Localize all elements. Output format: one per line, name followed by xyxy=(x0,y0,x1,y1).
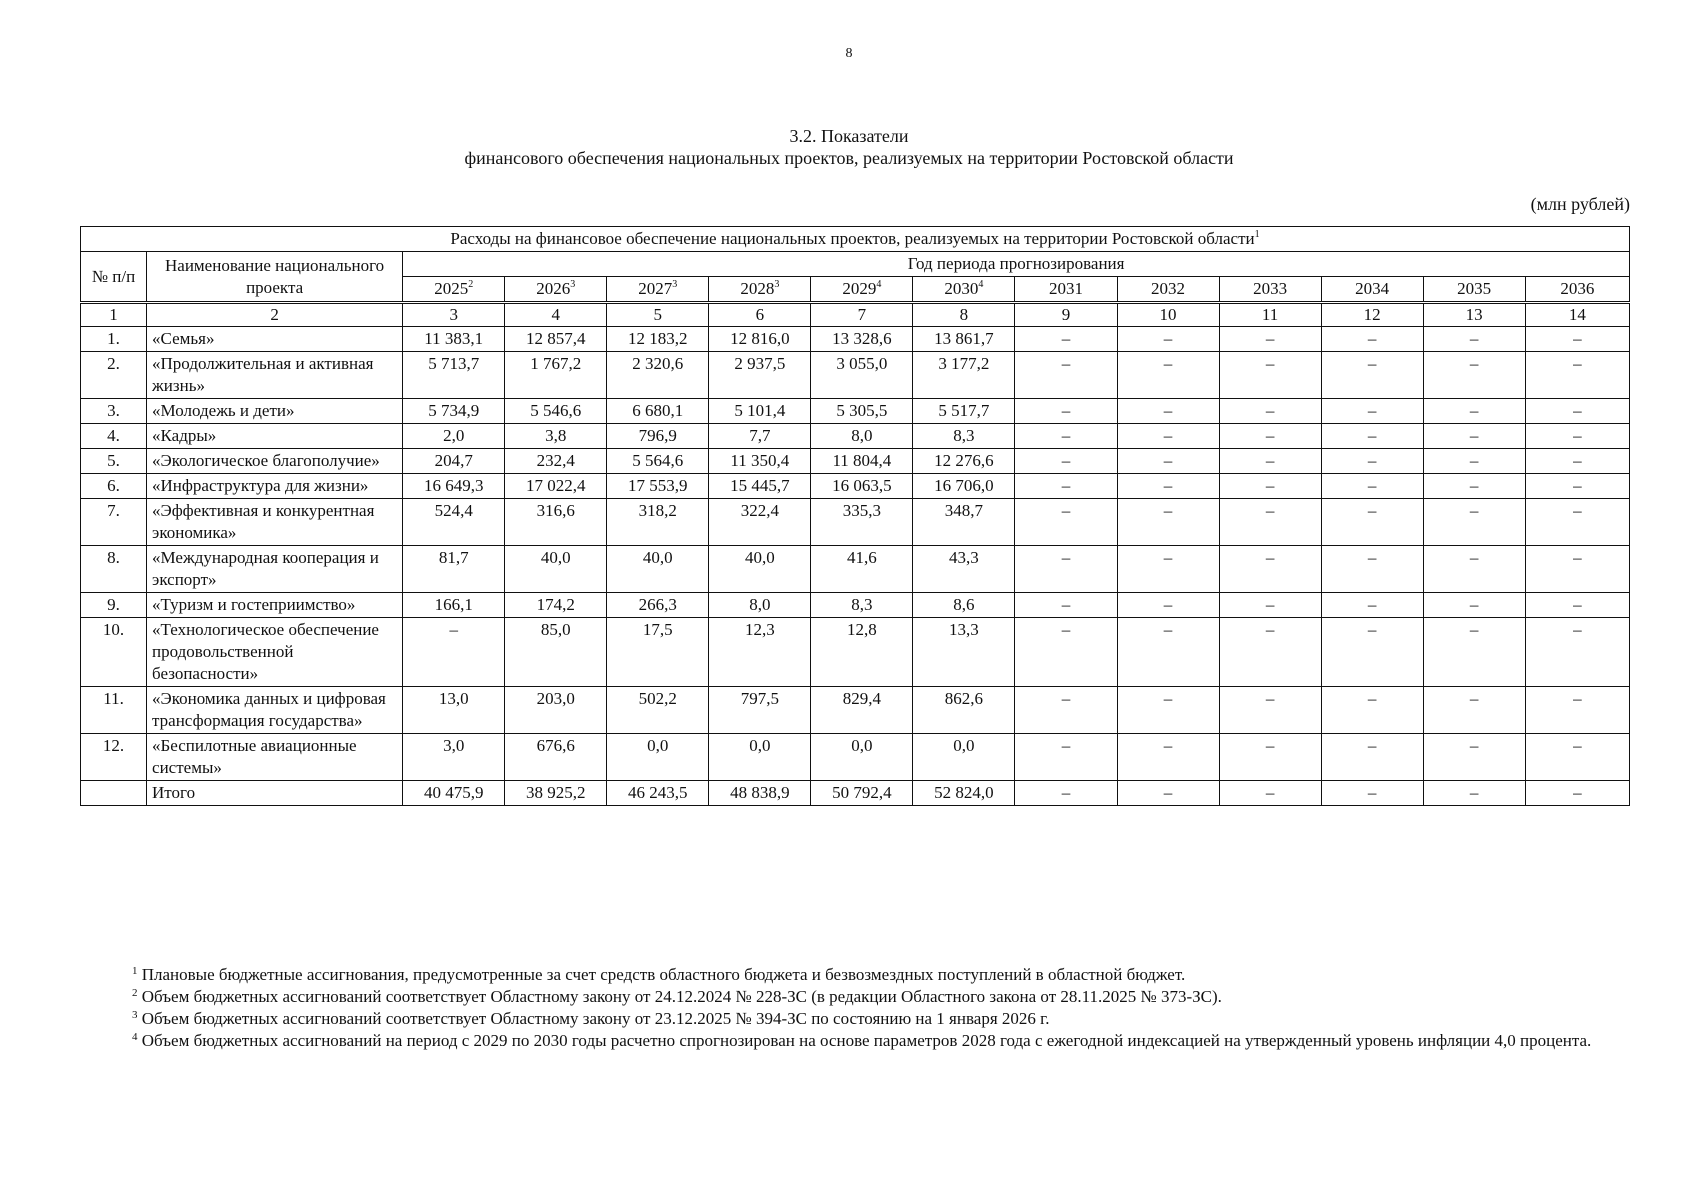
value-cell: 796,9 xyxy=(607,424,709,449)
project-name: «Инфраструктура для жизни» xyxy=(147,474,403,499)
value-cell: – xyxy=(1525,424,1629,449)
year-header-2031 xyxy=(1015,277,1117,303)
title-line-2: финансового обеспечения национальных проектов, реализуемых на территории Ростовской области xyxy=(464,148,1234,168)
value-cell: – xyxy=(1117,499,1219,546)
year-footnote-mark: 4 xyxy=(876,279,882,290)
value-cell: – xyxy=(1015,499,1117,546)
value-cell: 5 101,4 xyxy=(709,399,811,424)
page-number: 8 xyxy=(845,46,853,61)
value-cell: – xyxy=(1117,474,1219,499)
value-cell: – xyxy=(1015,449,1117,474)
year-header-2033 xyxy=(1219,277,1321,303)
table-row xyxy=(81,399,1630,424)
table-row xyxy=(81,449,1630,474)
value-cell: – xyxy=(1117,687,1219,734)
value-cell: 48 838,9 xyxy=(709,781,811,806)
value-cell: 40,0 xyxy=(505,546,607,593)
value-cell: – xyxy=(1525,499,1629,546)
units-label: (млн рублей) xyxy=(1530,194,1630,214)
value-cell: – xyxy=(1117,399,1219,424)
year-label: 2025 xyxy=(434,279,469,298)
value-cell: 0,0 xyxy=(607,734,709,781)
value-cell: – xyxy=(1321,734,1423,781)
value-cell: – xyxy=(1525,687,1629,734)
value-cell: 5 713,7 xyxy=(403,352,505,399)
footnote-text: Объем бюджетных ассигнований соответствует Областному закону от 24.12.2024 № 228-ЗС (в редакции Областного закона от 28.11.2025 № 373-ЗС). xyxy=(141,987,1222,1006)
row-number: 5. xyxy=(81,449,147,474)
value-cell: 0,0 xyxy=(913,734,1015,781)
value-cell: – xyxy=(1219,687,1321,734)
value-cell: 203,0 xyxy=(505,687,607,734)
value-cell: – xyxy=(1525,327,1629,352)
value-cell: 16 706,0 xyxy=(913,474,1015,499)
value-cell: 829,4 xyxy=(811,687,913,734)
table-row xyxy=(81,352,1630,399)
value-cell: 7,7 xyxy=(709,424,811,449)
value-cell: – xyxy=(1321,352,1423,399)
value-cell: 16 063,5 xyxy=(811,474,913,499)
value-cell: – xyxy=(1423,781,1525,806)
row-number: 7. xyxy=(81,499,147,546)
year-label: 2028 xyxy=(740,279,775,298)
value-cell: 2 320,6 xyxy=(607,352,709,399)
financing-table xyxy=(80,226,1630,806)
value-cell: – xyxy=(1117,546,1219,593)
value-cell: 0,0 xyxy=(709,734,811,781)
value-cell: – xyxy=(1423,352,1525,399)
project-name: «Беспилотные авиационные системы» xyxy=(147,734,403,781)
value-cell: – xyxy=(1117,618,1219,687)
column-number: 3 xyxy=(403,303,505,327)
year-footnote-mark: 3 xyxy=(672,279,678,290)
value-cell: 862,6 xyxy=(913,687,1015,734)
value-cell: – xyxy=(1321,449,1423,474)
value-cell: 11 350,4 xyxy=(709,449,811,474)
value-cell: 8,0 xyxy=(709,593,811,618)
value-cell: 174,2 xyxy=(505,593,607,618)
value-cell: – xyxy=(1525,449,1629,474)
column-number: 10 xyxy=(1117,303,1219,327)
value-cell: – xyxy=(1117,449,1219,474)
value-cell: 46 243,5 xyxy=(607,781,709,806)
year-footnote-mark: 2 xyxy=(468,279,474,290)
column-number: 6 xyxy=(709,303,811,327)
table-row xyxy=(81,499,1630,546)
value-cell: 502,2 xyxy=(607,687,709,734)
value-cell: – xyxy=(1015,734,1117,781)
row-number: 1. xyxy=(81,327,147,352)
project-name: «Туризм и гостеприимство» xyxy=(147,593,403,618)
column-number: 12 xyxy=(1321,303,1423,327)
value-cell: 8,3 xyxy=(811,593,913,618)
value-cell: – xyxy=(1117,424,1219,449)
column-number: 13 xyxy=(1423,303,1525,327)
value-cell: 316,6 xyxy=(505,499,607,546)
year-label: 2035 xyxy=(1457,279,1492,298)
year-header-2026 xyxy=(505,277,607,303)
value-cell: – xyxy=(1423,687,1525,734)
row-number: 8. xyxy=(81,546,147,593)
value-cell: – xyxy=(1015,687,1117,734)
project-name: «Эффективная и конкурентная экономика» xyxy=(147,499,403,546)
value-cell: – xyxy=(1219,781,1321,806)
row-number: 11. xyxy=(81,687,147,734)
value-cell: 3,8 xyxy=(505,424,607,449)
value-cell: 15 445,7 xyxy=(709,474,811,499)
table-body xyxy=(81,327,1630,806)
table-row xyxy=(81,327,1630,352)
value-cell: 204,7 xyxy=(403,449,505,474)
title-line-1: 3.2. Показатели xyxy=(789,126,909,146)
column-number: 8 xyxy=(913,303,1015,327)
value-cell: 11 383,1 xyxy=(403,327,505,352)
value-cell: – xyxy=(1219,499,1321,546)
year-label: 2027 xyxy=(638,279,673,298)
value-cell: – xyxy=(1117,352,1219,399)
row-number: 10. xyxy=(81,618,147,687)
value-cell: 797,5 xyxy=(709,687,811,734)
year-header-2036 xyxy=(1525,277,1629,303)
value-cell: 12,3 xyxy=(709,618,811,687)
value-cell: 13,0 xyxy=(403,687,505,734)
value-cell: 13 328,6 xyxy=(811,327,913,352)
year-header-2030 xyxy=(913,277,1015,303)
year-header-2035 xyxy=(1423,277,1525,303)
year-footnote-mark: 3 xyxy=(570,279,576,290)
footnote xyxy=(80,964,1630,986)
value-cell: 0,0 xyxy=(811,734,913,781)
value-cell: 8,3 xyxy=(913,424,1015,449)
value-cell: 5 517,7 xyxy=(913,399,1015,424)
value-cell: 232,4 xyxy=(505,449,607,474)
row-number xyxy=(81,781,147,806)
value-cell: 8,0 xyxy=(811,424,913,449)
value-cell: 12 857,4 xyxy=(505,327,607,352)
value-cell: – xyxy=(1321,593,1423,618)
value-cell: – xyxy=(1015,474,1117,499)
table-row xyxy=(81,424,1630,449)
footnote-mark: 3 xyxy=(132,1009,138,1021)
value-cell: 38 925,2 xyxy=(505,781,607,806)
project-name: «Продолжительная и активная жизнь» xyxy=(147,352,403,399)
value-cell: – xyxy=(1219,734,1321,781)
value-cell: – xyxy=(1219,424,1321,449)
value-cell: – xyxy=(1219,352,1321,399)
value-cell: 166,1 xyxy=(403,593,505,618)
year-header-2032 xyxy=(1117,277,1219,303)
value-cell: 12,8 xyxy=(811,618,913,687)
value-cell: – xyxy=(1423,474,1525,499)
value-cell: 5 546,6 xyxy=(505,399,607,424)
value-cell: – xyxy=(1015,352,1117,399)
column-number: 4 xyxy=(505,303,607,327)
column-number: 5 xyxy=(607,303,709,327)
project-name: «Технологическое обеспечение продовольственной безопасности» xyxy=(147,618,403,687)
table-caption-text: Расходы на финансовое обеспечение национальных проектов, реализуемых на территории Ростовской области xyxy=(450,229,1255,248)
value-cell: – xyxy=(1117,781,1219,806)
footnote-mark: 2 xyxy=(132,987,138,999)
value-cell: – xyxy=(1015,399,1117,424)
value-cell: – xyxy=(1423,449,1525,474)
value-cell: – xyxy=(1321,399,1423,424)
value-cell: 1 767,2 xyxy=(505,352,607,399)
footnote xyxy=(80,1030,1630,1052)
year-header-2028 xyxy=(709,277,811,303)
column-numbers-row xyxy=(81,303,1630,327)
value-cell: – xyxy=(1015,593,1117,618)
year-label: 2031 xyxy=(1048,279,1083,298)
value-cell: 524,4 xyxy=(403,499,505,546)
value-cell: 676,6 xyxy=(505,734,607,781)
value-cell: 16 649,3 xyxy=(403,474,505,499)
header-number: № п/п xyxy=(81,252,147,303)
value-cell: 8,6 xyxy=(913,593,1015,618)
footnotes xyxy=(80,964,1630,1052)
value-cell: – xyxy=(1117,734,1219,781)
value-cell: – xyxy=(1219,593,1321,618)
row-number: 6. xyxy=(81,474,147,499)
value-cell: – xyxy=(1219,474,1321,499)
value-cell: 12 276,6 xyxy=(913,449,1015,474)
header-forecast-period: Год периода прогнозирования xyxy=(403,252,1630,277)
value-cell: – xyxy=(1015,781,1117,806)
year-footnote-mark: 4 xyxy=(978,279,984,290)
value-cell: – xyxy=(1423,546,1525,593)
value-cell: – xyxy=(1321,781,1423,806)
value-cell: – xyxy=(1525,352,1629,399)
value-cell: – xyxy=(1423,399,1525,424)
value-cell: – xyxy=(1321,546,1423,593)
row-number: 9. xyxy=(81,593,147,618)
column-number: 9 xyxy=(1015,303,1117,327)
project-name: «Кадры» xyxy=(147,424,403,449)
value-cell: 41,6 xyxy=(811,546,913,593)
value-cell: – xyxy=(1117,327,1219,352)
value-cell: – xyxy=(1321,327,1423,352)
year-header-2029 xyxy=(811,277,913,303)
project-name: «Семья» xyxy=(147,327,403,352)
value-cell: 5 564,6 xyxy=(607,449,709,474)
value-cell: 52 824,0 xyxy=(913,781,1015,806)
table-row xyxy=(81,734,1630,781)
value-cell: 335,3 xyxy=(811,499,913,546)
year-label: 2034 xyxy=(1355,279,1390,298)
value-cell: 322,4 xyxy=(709,499,811,546)
year-label: 2033 xyxy=(1253,279,1288,298)
value-cell: – xyxy=(1423,593,1525,618)
table-row xyxy=(81,618,1630,687)
project-name: «Экологическое благополучие» xyxy=(147,449,403,474)
value-cell: – xyxy=(1321,474,1423,499)
row-number: 3. xyxy=(81,399,147,424)
value-cell: – xyxy=(1525,618,1629,687)
value-cell: – xyxy=(1321,424,1423,449)
table-row xyxy=(81,474,1630,499)
total-label: Итого xyxy=(147,781,403,806)
value-cell: 318,2 xyxy=(607,499,709,546)
column-number: 2 xyxy=(147,303,403,327)
value-cell: – xyxy=(403,618,505,687)
total-row xyxy=(81,781,1630,806)
value-cell: – xyxy=(1423,327,1525,352)
value-cell: 3 055,0 xyxy=(811,352,913,399)
column-number: 14 xyxy=(1525,303,1629,327)
value-cell: – xyxy=(1015,424,1117,449)
value-cell: 12 816,0 xyxy=(709,327,811,352)
year-label: 2030 xyxy=(944,279,979,298)
footnote xyxy=(80,986,1630,1008)
value-cell: 17,5 xyxy=(607,618,709,687)
value-cell: – xyxy=(1015,546,1117,593)
value-cell: 266,3 xyxy=(607,593,709,618)
year-label: 2026 xyxy=(536,279,571,298)
project-name: «Экономика данных и цифровая трансформация государства» xyxy=(147,687,403,734)
value-cell: 40 475,9 xyxy=(403,781,505,806)
value-cell: – xyxy=(1321,618,1423,687)
value-cell: – xyxy=(1015,618,1117,687)
row-number: 4. xyxy=(81,424,147,449)
value-cell: 13 861,7 xyxy=(913,327,1015,352)
column-number: 11 xyxy=(1219,303,1321,327)
value-cell: 6 680,1 xyxy=(607,399,709,424)
footnote-text: Объем бюджетных ассигнований соответствует Областному закону от 23.12.2025 № 394-ЗС по состоянию на 1 января 2026 г. xyxy=(141,1009,1050,1028)
value-cell: 2 937,5 xyxy=(709,352,811,399)
value-cell: – xyxy=(1423,424,1525,449)
year-header-2025 xyxy=(403,277,505,303)
year-label: 2032 xyxy=(1151,279,1186,298)
value-cell: – xyxy=(1219,546,1321,593)
value-cell: – xyxy=(1525,546,1629,593)
value-cell: – xyxy=(1219,449,1321,474)
year-label: 2036 xyxy=(1560,279,1595,298)
value-cell: 40,0 xyxy=(607,546,709,593)
table-row xyxy=(81,593,1630,618)
value-cell: 13,3 xyxy=(913,618,1015,687)
value-cell: – xyxy=(1219,327,1321,352)
footnote-mark: 1 xyxy=(132,965,138,977)
value-cell: – xyxy=(1321,687,1423,734)
value-cell: – xyxy=(1525,781,1629,806)
value-cell: – xyxy=(1015,327,1117,352)
year-header-2034 xyxy=(1321,277,1423,303)
row-number: 12. xyxy=(81,734,147,781)
year-header-2027 xyxy=(607,277,709,303)
value-cell: – xyxy=(1525,474,1629,499)
table-row xyxy=(81,546,1630,593)
value-cell: – xyxy=(1219,399,1321,424)
value-cell: 12 183,2 xyxy=(607,327,709,352)
value-cell: – xyxy=(1423,499,1525,546)
footnote-mark: 4 xyxy=(132,1031,138,1043)
value-cell: 3 177,2 xyxy=(913,352,1015,399)
value-cell: 348,7 xyxy=(913,499,1015,546)
value-cell: 50 792,4 xyxy=(811,781,913,806)
row-number: 2. xyxy=(81,352,147,399)
value-cell: 81,7 xyxy=(403,546,505,593)
value-cell: 40,0 xyxy=(709,546,811,593)
value-cell: 85,0 xyxy=(505,618,607,687)
footnote xyxy=(80,1008,1630,1030)
value-cell: 17 553,9 xyxy=(607,474,709,499)
year-footnote-mark: 3 xyxy=(774,279,780,290)
column-number: 1 xyxy=(81,303,147,327)
value-cell: 17 022,4 xyxy=(505,474,607,499)
footnote-text: Объем бюджетных ассигнований на период с 2029 по 2030 годы расчетно спрогнозирован на основе параметров 2028 года с ежегодной индексацией на утвержденный уровень инфляции 4,0 процента. xyxy=(141,1031,1592,1050)
value-cell: – xyxy=(1525,399,1629,424)
footnote-text: Плановые бюджетные ассигнования, предусмотренные за счет средств областного бюджета и безвозмездных поступлений в областной бюджет. xyxy=(141,965,1186,984)
table-caption-note: 1 xyxy=(1254,229,1260,240)
header-project-name: Наименование национального проекта xyxy=(147,252,403,303)
column-number: 7 xyxy=(811,303,913,327)
project-name: «Международная кооперация и экспорт» xyxy=(147,546,403,593)
value-cell: 11 804,4 xyxy=(811,449,913,474)
value-cell: – xyxy=(1321,499,1423,546)
table-row xyxy=(81,687,1630,734)
value-cell: – xyxy=(1525,593,1629,618)
table-caption xyxy=(81,227,1630,252)
document-title xyxy=(0,125,1698,169)
value-cell: – xyxy=(1423,734,1525,781)
value-cell: – xyxy=(1219,618,1321,687)
year-label: 2029 xyxy=(842,279,877,298)
value-cell: – xyxy=(1117,593,1219,618)
value-cell: 3,0 xyxy=(403,734,505,781)
value-cell: 43,3 xyxy=(913,546,1015,593)
value-cell: 5 305,5 xyxy=(811,399,913,424)
value-cell: – xyxy=(1423,618,1525,687)
project-name: «Молодежь и дети» xyxy=(147,399,403,424)
value-cell: 5 734,9 xyxy=(403,399,505,424)
value-cell: – xyxy=(1525,734,1629,781)
value-cell: 2,0 xyxy=(403,424,505,449)
